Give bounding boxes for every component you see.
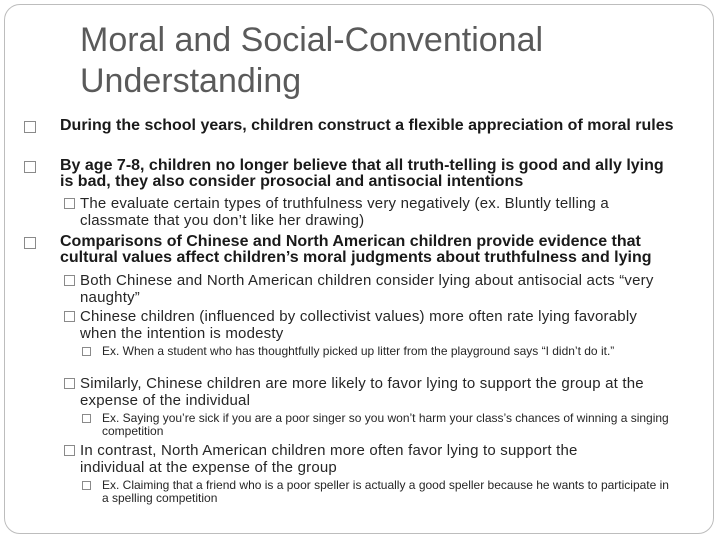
sub-bullet-text: In contrast, North American children more often favor lying to support the individual at the expense of the group [80, 442, 578, 476]
square-bullet-icon [64, 198, 75, 209]
bullet-text: During the school years, children construct a flexible appreciation of moral rules [60, 117, 674, 134]
square-bullet-icon [64, 275, 75, 286]
sub-sub-bullet-item [82, 479, 672, 505]
sub-sub-bullet-item [82, 412, 672, 438]
bullet-text: By age 7-8, children no longer believe that all truth-telling is good and ally lying is bad, they also consider prosocial and antisocial intentions [60, 157, 664, 190]
slide-title-line-1: Moral and Social-Conventional [80, 21, 544, 59]
sub-bullet-item [64, 195, 674, 229]
sub-bullet-text: The evaluate certain types of truthfulness very negatively (ex. Bluntly telling a classmate that you don’t like her drawing) [80, 195, 609, 229]
sub-sub-bullet-text: Ex. When a student who has thoughtfully picked up litter from the playground says “I didn’t do it.” [102, 344, 615, 358]
square-bullet-icon [64, 378, 75, 389]
slide-title-line-2: Understanding [80, 62, 302, 100]
square-bullet-icon [24, 161, 36, 173]
square-bullet-icon [64, 445, 75, 456]
square-bullet-icon [82, 414, 91, 423]
sub-bullet-item [64, 308, 644, 342]
square-bullet-icon [24, 121, 36, 133]
sub-bullet-text: Chinese children (influenced by collectivist values) more often rate lying favorably when the intention is modesty [80, 308, 638, 342]
bullet-item [24, 234, 674, 266]
bullet-item [24, 158, 674, 190]
sub-bullet-item [64, 442, 644, 476]
sub-sub-bullet-text: Ex. Saying you’re sick if you are a poor singer so you won’t harm your class’s chances of winning a singing competition [102, 411, 669, 438]
sub-bullet-item [64, 375, 684, 409]
square-bullet-icon [24, 237, 36, 249]
square-bullet-icon [64, 311, 75, 322]
sub-bullet-text: Both Chinese and North American children consider lying about antisocial acts “very naughty” [80, 272, 654, 306]
sub-sub-bullet-text: Ex. Claiming that a friend who is a poor speller is actually a good speller because he wants to participate in a spelling competition [102, 478, 669, 505]
square-bullet-icon [82, 481, 91, 490]
bullet-text: Comparisons of Chinese and North American children provide evidence that cultural values affect children’s moral judgments about truthfulness and lying [60, 233, 652, 266]
bullet-item [24, 118, 674, 134]
sub-bullet-item [64, 272, 684, 306]
square-bullet-icon [82, 347, 91, 356]
sub-sub-bullet-item [82, 345, 672, 358]
sub-bullet-text: Similarly, Chinese children are more likely to favor lying to support the group at the expense of the individual [80, 375, 644, 409]
